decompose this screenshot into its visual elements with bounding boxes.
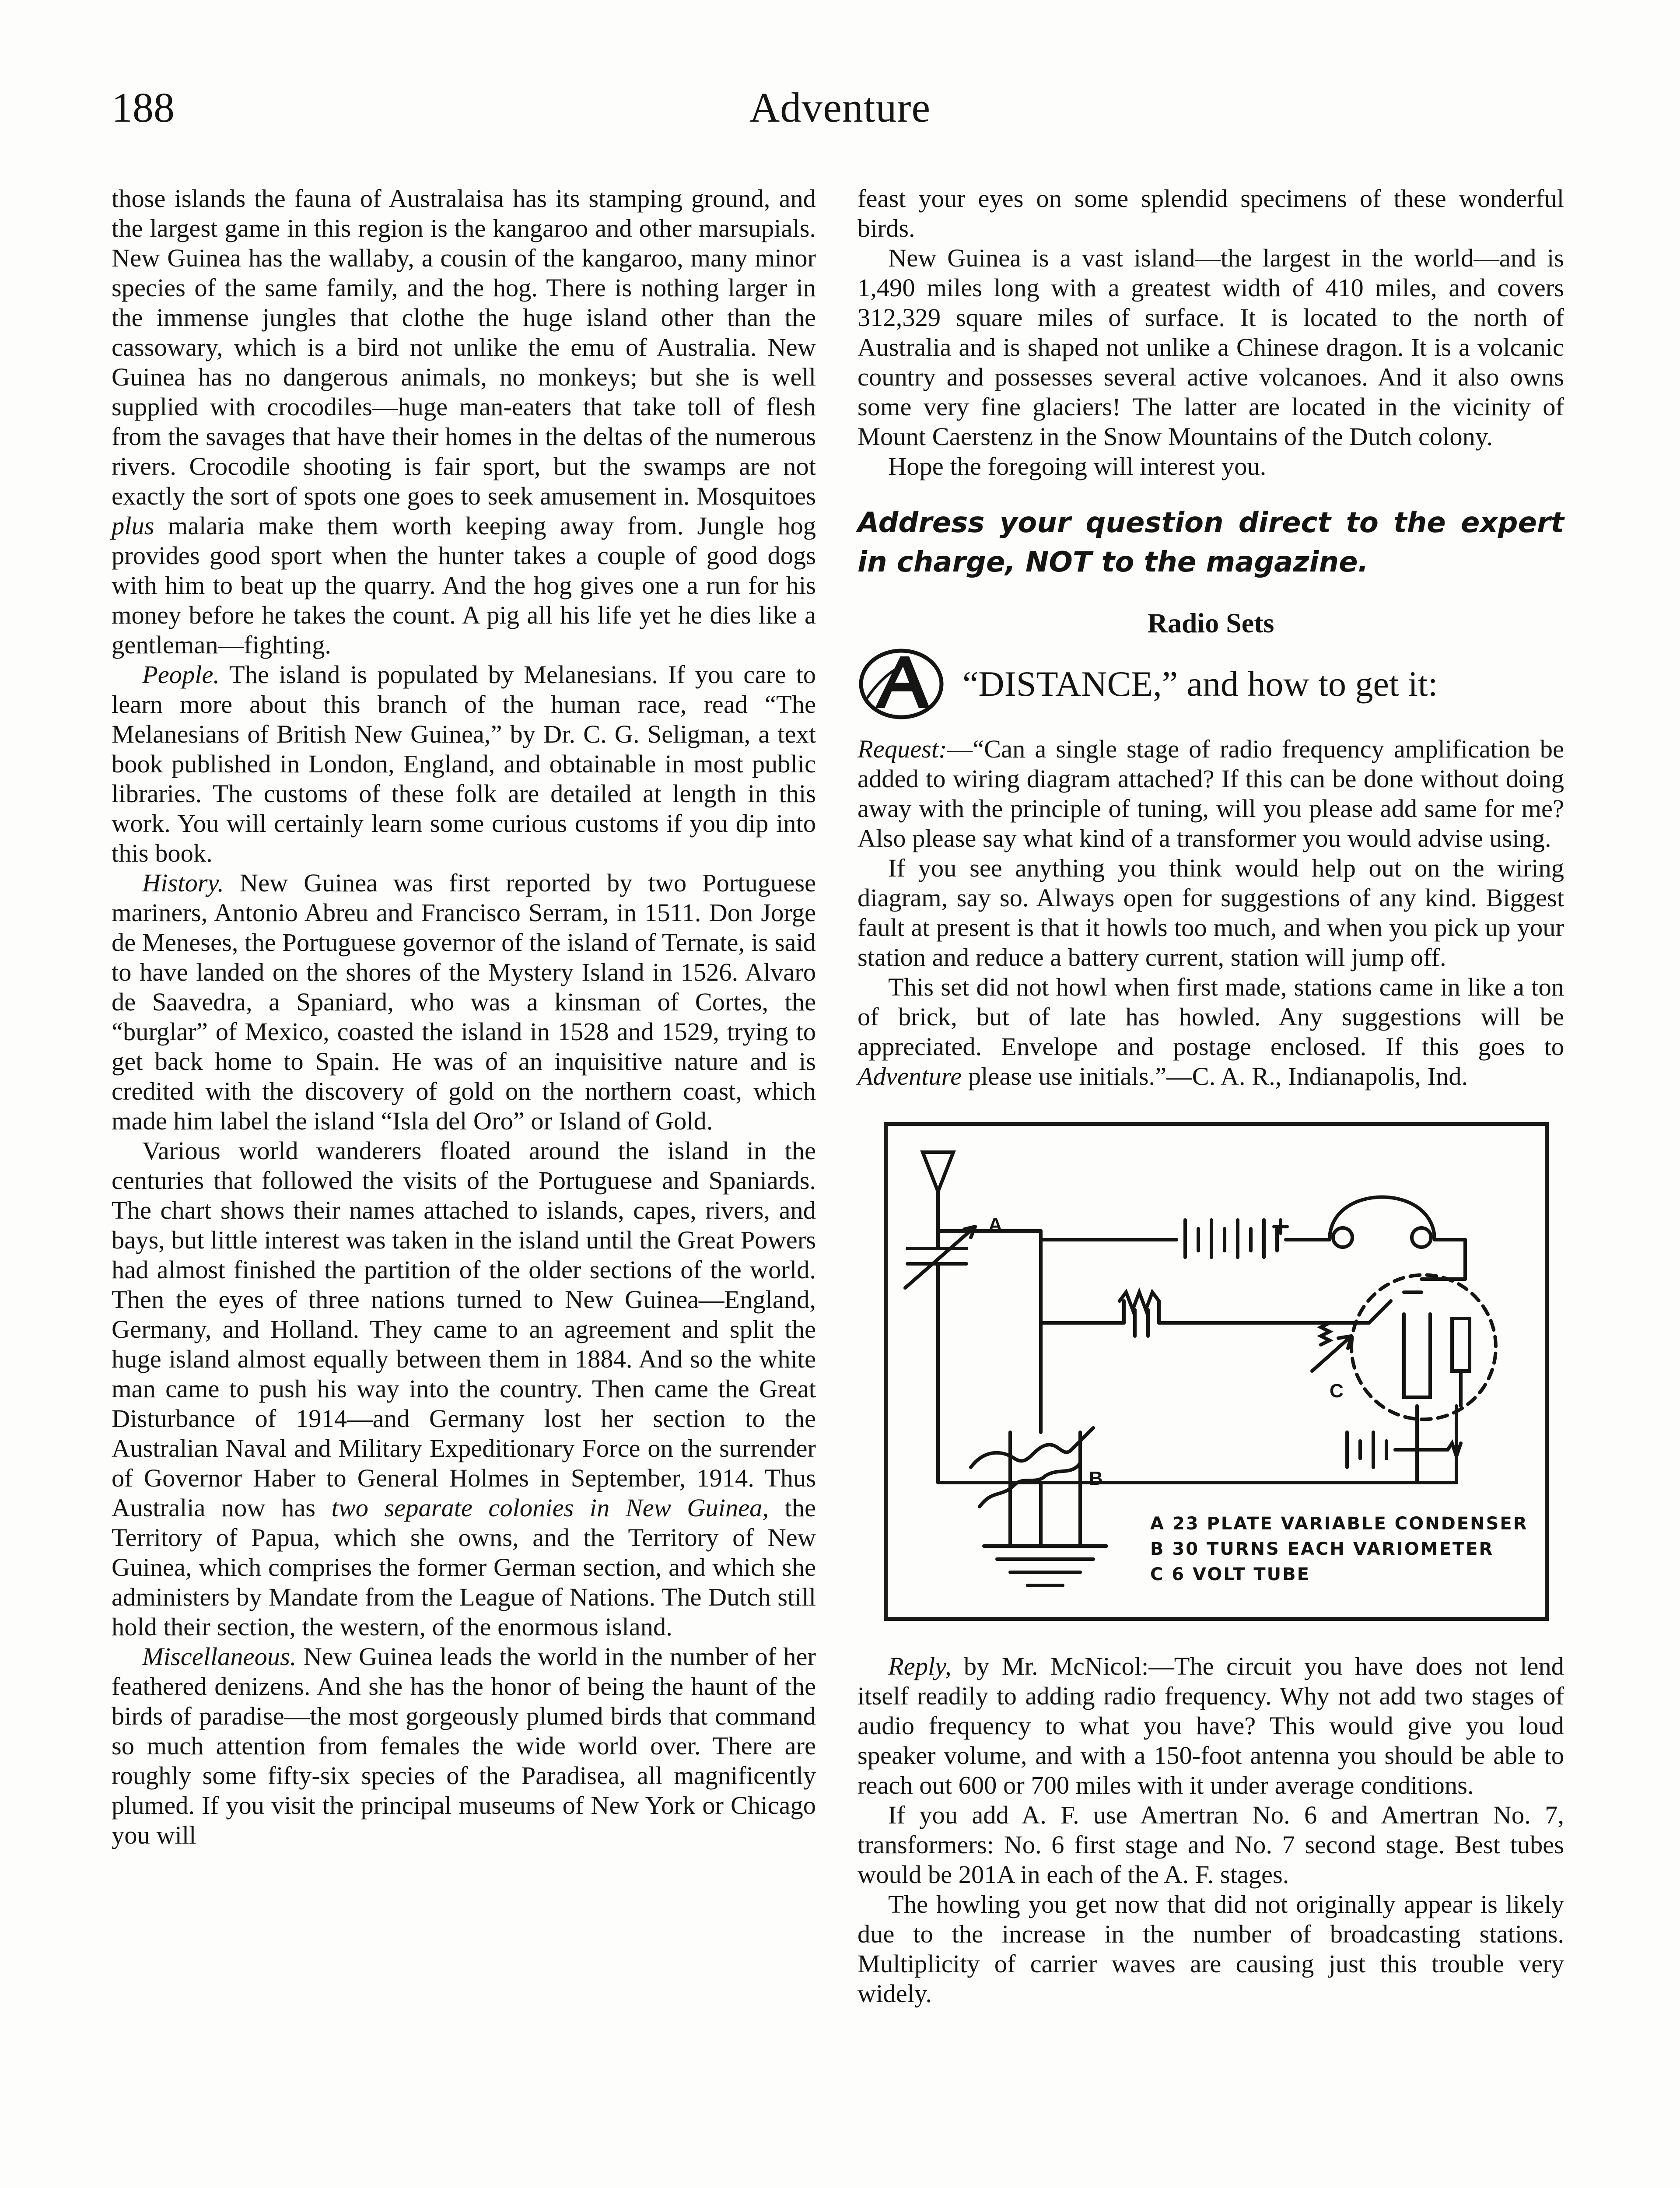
ornate-initial-a-icon [858, 647, 945, 721]
rheostat-icon [1321, 1323, 1330, 1345]
paragraph-miscellaneous: Miscellaneous. New Guinea leads the world in the number of her feathered denizens. And she has the honor of being the haunt of the birds of paradise—the most gorgeously plumed birds that command so much attention from females the wide world over. There are roughly some fifty-six species of the Paradisea, all magnificently plumed. If you visit the principal museums of New York or Chicago you will [112, 1642, 816, 1849]
diagram-label-a: A [988, 1214, 1002, 1235]
paragraph-reply: Reply, by Mr. McNicol:—The circuit you have does not lend itself readily to adding radio frequency. Why not add two stages of audio frequency to what you have? This would give you loud speaker volume, and with a 150-foot antenna you should be able to reach out 600 or 700 miles with it under average conditions. [858, 1652, 1564, 1799]
lead-line [858, 647, 1564, 721]
paragraph-amertran: If you add A. F. use Amertran No. 6 and Amertran No. 7, transformers: No. 6 first stage and No. 7 second stage. Best tubes would be 201A in each of the A. F. stages. [858, 1801, 1564, 1889]
lead-heading: “DISTANCE,” and how to get it: [962, 664, 1438, 704]
diagram-label-b: B [1089, 1468, 1103, 1489]
wiring-diagram [884, 1122, 1549, 1621]
left-column [112, 184, 816, 1850]
paragraph-howling: The howling you get now that did not originally appear is likely due to the increase in the number of broadcasting stations. Multiplicity of carrier waves are causing just this trouble very widely. [858, 1890, 1564, 2008]
page-number: 188 [112, 84, 175, 131]
paragraph-birds: feast your eyes on some splendid specimens of these wonderful birds. [858, 184, 1564, 242]
address-notice: Address your question direct to the expert in charge, NOT to the magazine. [858, 507, 1564, 579]
paragraph-various: Various world wanderers floated around the island in the centuries that followed the visits of the Portuguese and Spaniards. The chart shows their names attached to islands, capes, rivers, and bays, but little interest was taken in the island until the Great Powers had almost finished the partition of the older sections of the world. Then the eyes of three nations turned to New Guinea—England, Germany, and Holland. They came to an agreement and split the huge island almost equally between them in 1884. And so the white man came to push his way into the country. Then came the Great Disturbance of 1914—and Germany lost her section to the Australian Naval and Military Expeditionary Force on the surrender of Governor Haber to General Holmes in September, 1914. Thus Australia now has two separate colonies in New Guinea, the Territory of Papua, which she owns, and the Territory of New Guinea, which comprises the former German section, and which she administers by Mandate from the League of Nations. The Dutch still hold their section, the western, of the enormous island. [112, 1136, 816, 1641]
paragraph-howl: This set did not howl when first made, stations came in like a ton of brick, but of late has howled. Any suggestions will be appreciated. Envelope and postage enclosed. If this goes to Adventure please use initials.”—C. A. R., Indianapolis, Ind. [858, 973, 1564, 1090]
paragraph-people: People. The island is populated by Melanesians. If you care to learn more about this branch of the human race, read “The Melanesians of British New Guinea,” by Dr. C. G. Seligman, a text book published in London, England, and obtainable in most public libraries. The customs of these folk are detailed at length in this work. You will certainly learn some curious customs if you dip into this book. [112, 660, 816, 867]
page-header [112, 83, 1568, 149]
variometer-icon [971, 1428, 1093, 1467]
paragraph-fauna: those islands the fauna of Australaisa has its stamping ground, and the largest game in this region is the kangaroo and other marsupials. New Guinea has the wallaby, a cousin of the kangaroo, many minor species of the same family, and the hog. There is nothing larger in the immense jungles that clothe the huge island other than the cassowary, which is a bird not unlike the emu of Australia. New Guinea has no dangerous animals, no monkeys; but she is well supplied with crocodiles—huge man-eaters that take toll of flesh from the savages that have their homes in the deltas of the numerous rivers. Crocodile shooting is fair sport, but the swamps are not exactly the sort of spots one goes to seek amusement in. Mosquitoes plus malaria make them worth keeping away from. Jungle hog provides good sport when the hunter takes a couple of good dogs with him to beat up the quarry. And the hog gives one a run for his money before he takes the count. A pig all his life yet he dies like a gentleman—fighting. [112, 184, 816, 659]
legend-item: C 6 VOLT TUBE [1150, 1564, 1310, 1585]
legend-item: A 23 PLATE VARIABLE CONDENSER [1150, 1514, 1528, 1534]
diagram-legend [1150, 1511, 1528, 1587]
paragraph-new-guinea-size: New Guinea is a vast island—the largest in the world—and is 1,490 miles long with a greatest width of 410 miles, and covers 312,329 square miles of surface. It is located to the north of Australia and is shaped not unlike a Chinese dragon. It is a volcanic country and possesses several active volcanoes. And it also owns some very fine glaciers! The latter are located in the vicinity of Mount Caerstenz in the Snow Mountains of the Dutch colony. [858, 244, 1564, 451]
antenna-icon [923, 1152, 953, 1231]
magazine-title: Adventure [749, 84, 931, 131]
legend-item: B 30 TURNS EACH VARIOMETER [1150, 1539, 1494, 1559]
diagram-label-c: C [1330, 1380, 1344, 1402]
paragraph-request: Request:—“Can a single stage of radio frequency amplification be added to wiring diagram attached? If this can be done without doing away with the principle of tuning, will you please add same for me? Also please say what kind of a transformer you would advise using. [858, 735, 1564, 852]
headphones-icon [1330, 1197, 1435, 1240]
paragraph-hope: Hope the foregoing will interest you. [888, 452, 1267, 480]
paragraph-history: History. New Guinea was first reported by two Portuguese mariners, Antonio Abreu and Francisco Serram, in 1511. Don Jorge de Meneses, the Portuguese governor of the island of Ternate, is said to have landed on the shores of the Mystery Island in 1526. Alvaro de Saavedra, a Spaniard, who was a kinsman of Cortes, the “burglar” of Mexico, coasted the island in 1528 and 1529, trying to get back home to Spain. He was of an inquisitive nature and is credited with the discovery of gold on the northern coast, which made him label the island “Isla del Oro” or Island of Gold. [112, 869, 816, 1135]
right-column [858, 184, 1564, 2009]
section-title-radio-sets: Radio Sets [1147, 607, 1274, 638]
paragraph-wiring-suggestions: If you see anything you think would help out on the wiring diagram, say so. Always open for suggestions of any kind. Biggest fault at present is that it howls too much, and when you pick up your station and reduce a battery current, station will jump off. [858, 854, 1564, 971]
